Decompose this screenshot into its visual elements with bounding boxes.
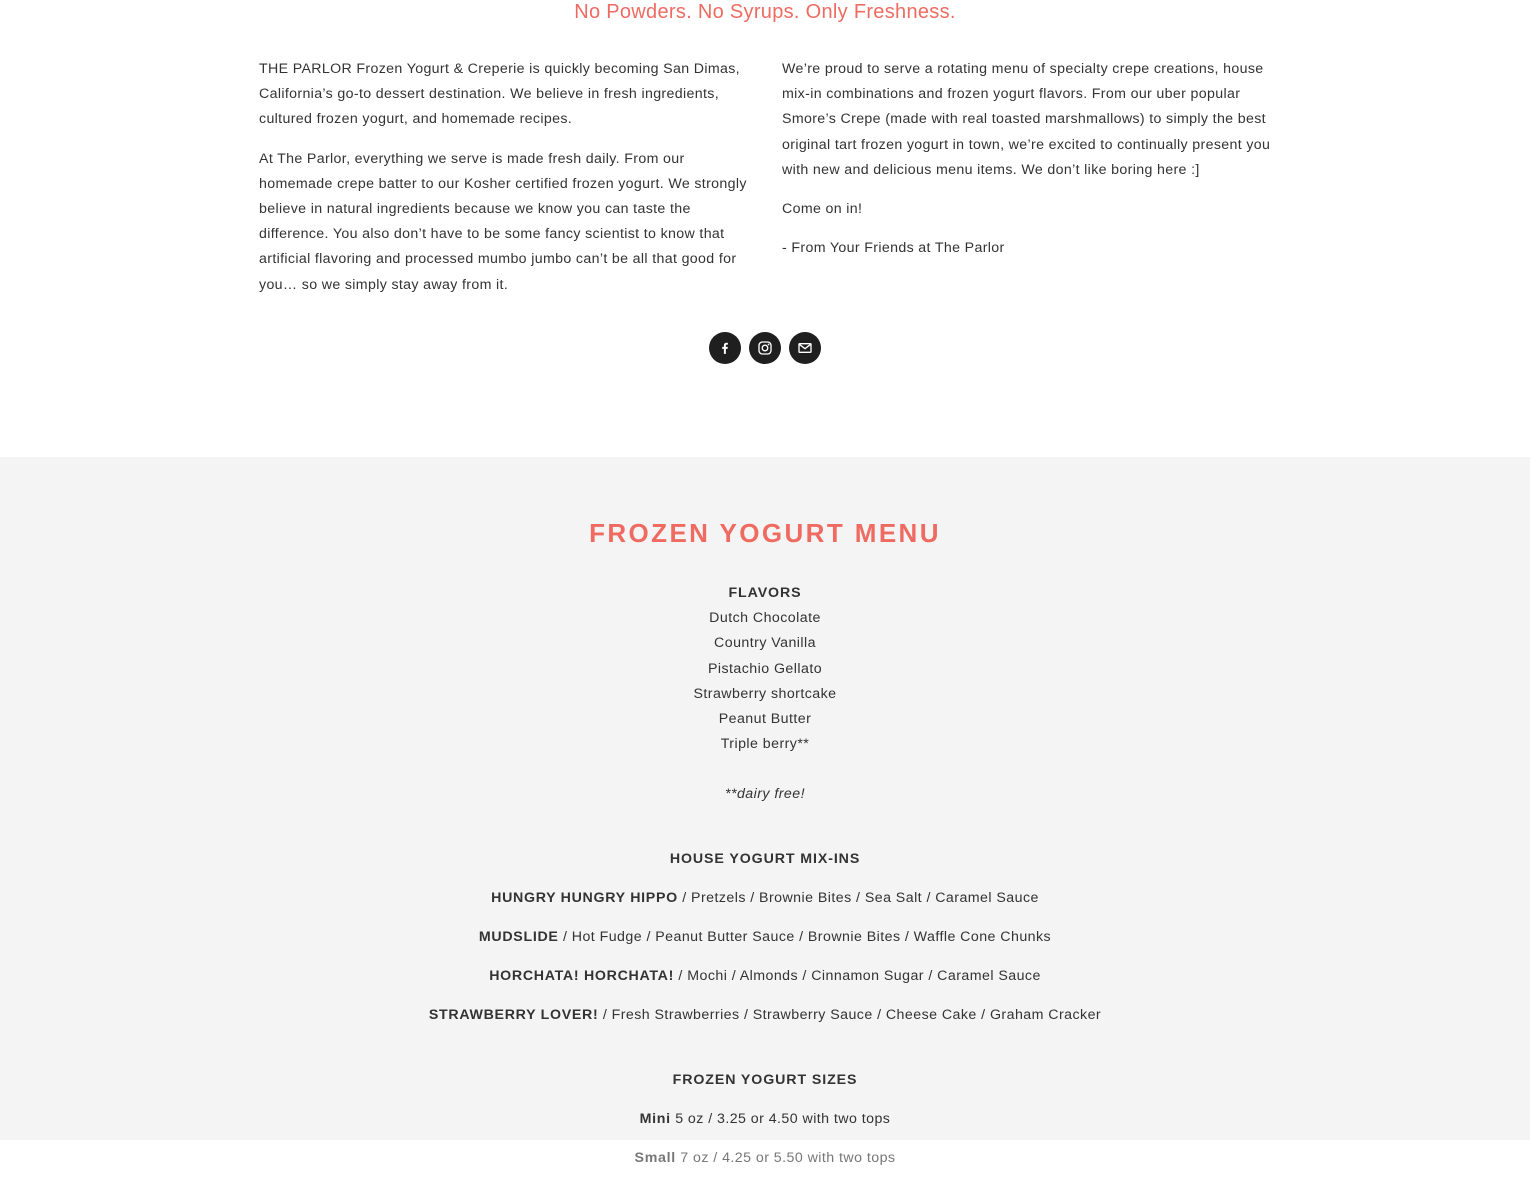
mixin-ingredients: / Pretzels / Brownie Bites / Sea Salt / Caramel Sauce [677, 889, 1039, 906]
facebook-button[interactable] [709, 332, 741, 364]
size-detail: 5 oz / 3.25 or 4.50 with two tops [670, 1110, 891, 1127]
about-paragraph: THE PARLOR Frozen Yogurt & Creperie is quickly becoming San Dimas, California’s go-to dessert destination. We believe in fresh ingredients, cultured frozen yogurt, and homemade recipes. [259, 61, 740, 128]
about-paragraph: We’re proud to serve a rotating menu of specialty crepe creations, house mix-in combinations and frozen yogurt flavors. From our uber popular Smore’s Crepe (made with real toasted marshmallows) to simply the best original tart frozen yogurt in town, we’re excited to continually present you with new and delicious menu items. We don’t like boring here :] [782, 61, 1271, 178]
about-right-column [782, 57, 1277, 275]
menu-body [0, 581, 1530, 1185]
size-detail: 7 oz / 4.25 or 5.50 with two tops [675, 1150, 896, 1167]
mixin-ingredients: / Mochi / Almonds / Cinnamon Sugar / Caramel Sauce [674, 968, 1041, 985]
email-icon [797, 340, 813, 356]
social-links [709, 332, 821, 364]
mixin-name: HORCHATA! HORCHATA! [489, 968, 675, 985]
mixins-heading: HOUSE YOGURT MIX-INS [669, 850, 861, 867]
about-paragraph: Come on in! [782, 201, 863, 218]
mixin-item [0, 964, 1530, 989]
mixin-name: MUDSLIDE [478, 929, 559, 946]
size-name: Small [634, 1150, 676, 1167]
size-item [0, 1107, 1530, 1132]
instagram-icon [757, 340, 773, 356]
tagline: No Powders. No Syrups. Only Freshness. [574, 1, 956, 23]
about-paragraph: At The Parlor, everything we serve is made fresh daily. From our homemade crepe batter to our Kosher certified frozen yogurt. We strongly believe in natural ingredients because we know you can taste the difference. You also don’t have to be some fancy scientist to know that artificial flavoring and processed mumbo jumbo can’t be all that good for you… so we simply stay away from it. [259, 150, 747, 293]
mixin-name: STRAWBERRY LOVER! [428, 1007, 599, 1024]
size-item [0, 1146, 1530, 1171]
about-section [0, 0, 1530, 457]
flavors-heading: FLAVORS [728, 585, 802, 601]
mixin-item [0, 925, 1530, 950]
instagram-button[interactable] [749, 332, 781, 364]
facebook-icon [718, 341, 732, 355]
size-name: Mini [639, 1110, 671, 1127]
flavor-item: Pistachio Gellato [707, 660, 823, 677]
flavor-item: Country Vanilla [714, 635, 816, 652]
flavor-item: Peanut Butter [718, 711, 812, 728]
mixin-item [0, 886, 1530, 911]
frozen-yogurt-menu-section [0, 457, 1530, 1167]
email-button[interactable] [789, 332, 821, 364]
about-left-column [259, 57, 749, 312]
flavor-item: Triple berry** [720, 736, 810, 753]
mixin-name: HUNGRY HUNGRY HIPPO [491, 889, 678, 906]
mixin-ingredients: / Fresh Strawberries / Strawberry Sauce / Cheese Cake / Graham Cracker [598, 1007, 1102, 1024]
flavor-item: Dutch Chocolate [709, 610, 821, 627]
flavor-item: Strawberry shortcake [693, 685, 837, 702]
signature: - From Your Friends at The Parlor [782, 240, 1005, 257]
menu-title: FROZEN YOGURT MENU [589, 518, 941, 548]
mixin-item [0, 1003, 1530, 1028]
mixin-ingredients: / Hot Fudge / Peanut Butter Sauce / Brownie Bites / Waffle Cone Chunks [558, 929, 1052, 946]
sizes-heading: FROZEN YOGURT SIZES [672, 1071, 858, 1088]
dairy-free-note: **dairy free! [725, 786, 805, 803]
